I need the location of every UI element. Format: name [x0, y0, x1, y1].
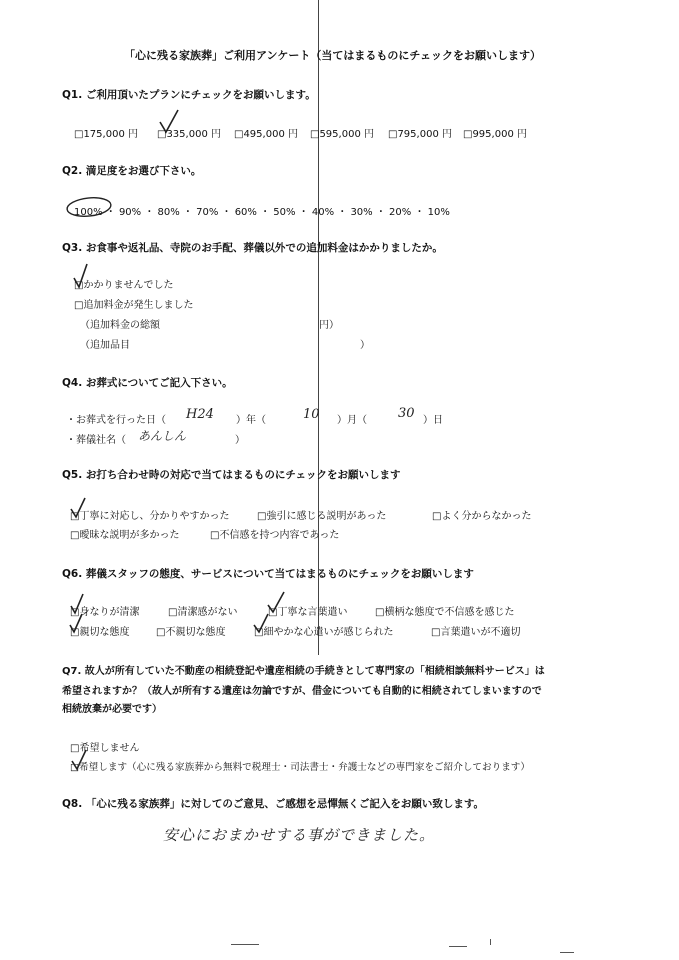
q1-option-595000[interactable]: □595,000 円 [310, 129, 374, 140]
q5-option-distrust[interactable]: □不信感を持つ内容であった [210, 530, 340, 541]
q1-label: Q1. ご利用頂いたプランにチェックをお願いします。 [62, 89, 316, 101]
q6-option-arrogant[interactable]: □横柄な態度で不信感を感じた [375, 607, 515, 618]
q5-option-polite-clear[interactable]: □丁寧に対応し、分かりやすかった [70, 511, 230, 522]
q1-option-995000[interactable]: □995,000 円 [463, 129, 527, 140]
q6-option-clean-appearance[interactable]: □身なりが清潔 [70, 607, 140, 618]
q1-option-795000[interactable]: □795,000 円 [388, 129, 452, 140]
q7-option-request[interactable]: □希望します（心に残る家族葬から無料で税理士・司法書士・弁護士などの専門家をご紹介しております） [70, 762, 530, 773]
q6-check-attentive [254, 614, 268, 632]
q1-checkmark [160, 110, 178, 132]
q4-year-unit: ）年（ [236, 415, 266, 426]
q6-check-kind [70, 614, 82, 632]
scan-speck [449, 946, 467, 947]
q4-label: Q4. お葬式についてご記入下さい。 [62, 377, 233, 389]
q7-label-line2: 希望されますか？（故人が所有する遺産は勿論ですが、借金についても自動的に相続されてしまいますので [62, 686, 542, 697]
q5-option-vague[interactable]: □曖昧な説明が多かった [70, 530, 180, 541]
q6-option-unkind[interactable]: □不親切な態度 [156, 627, 226, 638]
q8-comment-field[interactable]: 安心におまかせする事ができました。 [163, 826, 436, 844]
q6-option-attentive[interactable]: □細やかな心遣いが感じられた [254, 627, 394, 638]
q6-option-kind[interactable]: □親切な態度 [70, 627, 130, 638]
q3-option-no-extra-charge[interactable]: □かかりませんでした [74, 280, 174, 291]
q4-month-field[interactable]: 10 [303, 407, 320, 422]
q6-option-polite-speech[interactable]: □丁寧な言葉遣い [268, 607, 348, 618]
q4-day-field[interactable]: 30 [398, 406, 415, 421]
q1-option-335000[interactable]: □335,000 円 [157, 129, 221, 140]
scan-speck [560, 952, 574, 953]
q2-circle-mark [66, 196, 112, 219]
q5-option-unclear[interactable]: □よく分からなかった [432, 511, 532, 522]
q6-option-improper-speech[interactable]: □言葉遣いが不適切 [431, 627, 521, 638]
q4-hall-close: ） [235, 435, 245, 446]
q5-label: Q5. お打ち合わせ時の対応で当てはまるものにチェックをお願いします [62, 469, 401, 481]
q5-option-pushy[interactable]: □強引に感じる説明があった [257, 511, 387, 522]
q7-checkmark [72, 750, 86, 769]
q6-label: Q6. 葬儀スタッフの態度、サービスについて当てはまるものにチェックをお願いします [62, 568, 474, 580]
q3-label: Q3. お食事や返礼品、寺院のお手配、葬儀以外での追加料金はかかりましたか。 [62, 242, 443, 254]
q4-hall-label: ・葬儀社名（ [66, 435, 126, 446]
q2-satisfaction-scale[interactable]: 100% ・ 90% ・ 80% ・ 70% ・ 60% ・ 50% ・ 40% ・ 30% ・ 20% ・ 10% [74, 207, 450, 218]
q4-month-unit: ）月（ [337, 415, 367, 426]
q3-items-close: ） [360, 340, 370, 351]
q8-label: Q8. 「心に残る家族葬」に対してのご意見、ご感想を忌憚無くご記入をお願い致します。 [62, 798, 485, 810]
q7-option-decline[interactable]: □希望しません [70, 743, 140, 754]
q2-label: Q2. 満足度をお選び下さい。 [62, 165, 202, 177]
q6-check-polite [268, 592, 284, 612]
scan-speck [231, 944, 259, 945]
q4-date-label: ・お葬式を行った日（ [66, 415, 166, 426]
survey-title: 「心に残る家族葬」ご利用アンケート（当てはまるものにチェックをお願いします） [124, 49, 542, 62]
q3-amount-label: （追加料金の総額 [80, 320, 160, 331]
q1-option-175000[interactable]: □175,000 円 [74, 129, 138, 140]
q5-checkmark [71, 498, 85, 517]
q4-hall-field[interactable]: あんしん [138, 429, 187, 443]
q4-day-unit: ）日 [423, 415, 443, 426]
scan-speck [490, 939, 491, 945]
q4-era-field[interactable]: H24 [186, 407, 214, 422]
q3-amount-unit: 円） [319, 320, 339, 331]
q3-items-label: （追加品目 [80, 340, 130, 351]
q3-option-extra-charge[interactable]: □追加料金が発生しました [74, 300, 194, 311]
q1-option-495000[interactable]: □495,000 円 [234, 129, 298, 140]
q6-option-not-clean[interactable]: □清潔感がない [168, 607, 238, 618]
q3-checkmark [74, 264, 87, 287]
q7-label-line3: 相続放棄が必要です） [62, 704, 162, 715]
q6-check-clean [71, 594, 83, 613]
q7-label-line1: Q7. 故人が所有していた不動産の相続登記や遺産相続の手続きとして専門家の「相続相談無料サービス」は [62, 666, 545, 677]
